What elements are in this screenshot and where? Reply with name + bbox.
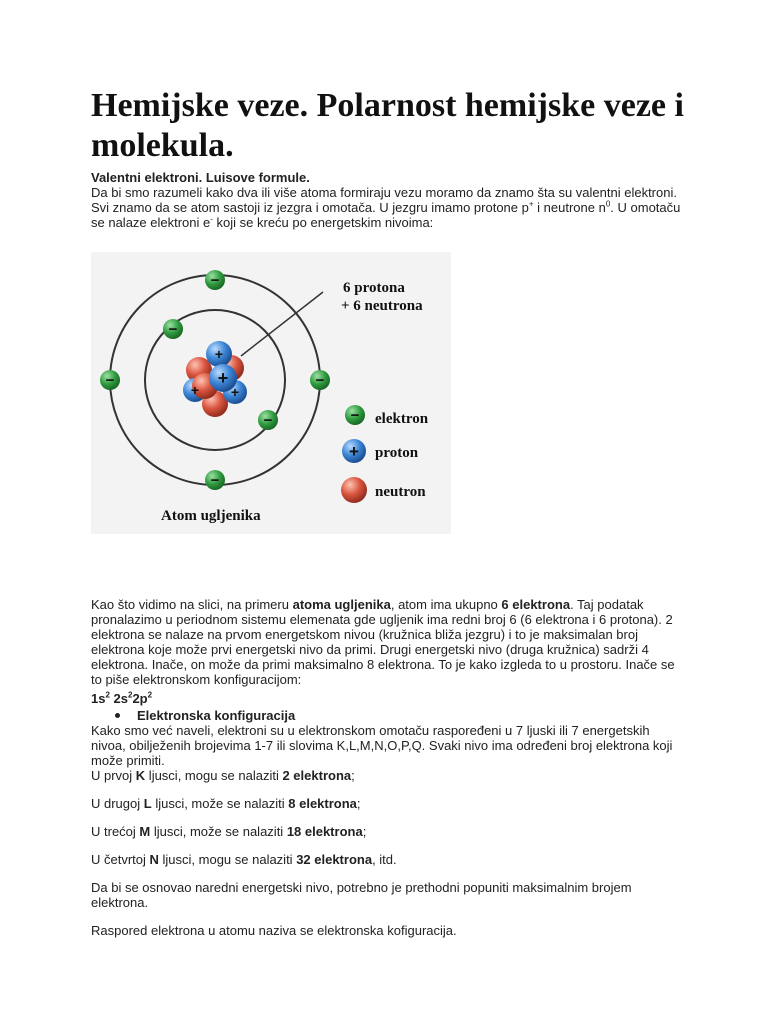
atom-figure [91,252,451,534]
config-line-1: Kako smo već naveli, elektroni su u elektronskom omotaču raspoređeni u 7 ljuski ili 7 energetskih [91,723,650,738]
spacer [91,811,691,824]
text-span: ; [356,796,361,811]
next-level-line-2: elektrona. [91,895,149,910]
plus-sign: + [349,442,359,461]
text-span: se nalaze elektroni e [91,215,211,230]
minus-sign: − [315,372,325,389]
text-span: 2s [109,691,128,706]
atom-diagram [91,252,451,534]
spacer [91,839,691,852]
electron [310,370,330,390]
text-span: ; [362,824,367,839]
bold-text: M [139,824,151,839]
minus-sign: − [210,472,220,489]
electron [205,470,225,490]
bullet-dot-icon [115,713,120,718]
superscript: 0 [605,199,611,209]
configuration-section [91,691,691,938]
page-title: Hemijske veze. Polarnost hemijske veze i molekula. [91,87,684,164]
config-line-2: nivoa, obilježenih brojevima 1-7 ili slovima K,L,M,N,O,P,Q. Svaki nivo ima određeni broj elektrona koji [91,738,673,753]
legend-neutron-swatch [341,477,367,503]
legend-proton-label: proton [375,445,419,461]
shell-m [91,824,691,839]
plus-sign: + [214,346,224,362]
bold-text: 8 elektrona [288,796,357,811]
intro-section [91,170,691,230]
shell-k [91,768,691,783]
electron-formula [91,691,691,706]
electron [163,319,183,339]
bold-text: 2 elektrona [282,768,352,783]
text-span: , atom ima ukupno [390,597,502,612]
text-span: Svi znamo da se atom sastoji iz jezgra i omotača. U jezgru imamo protone p [91,200,529,215]
nucleus-label-neutrons: + 6 neutrona [341,298,423,314]
para2-line-3: elektrona se nalaze na prvom energetskom nivou (kružnica bliža jezgru) i to je maksimalan broj [91,627,638,642]
minus-sign: − [263,412,273,429]
bold-text: atoma ugljenika [292,597,391,612]
electron [205,270,225,290]
text-span: koji se kreću po energetskim nivoima: [212,215,434,230]
text-span: ljusci, mogu se nalaziti [158,852,297,867]
para2-line-5: elektrona. Inače, on može da primi maksimalno 8 elektrona. To je kako izgleda to u prostoru. Inače se [91,657,675,672]
shell-l [91,796,691,811]
text-span: ljusci, može se nalaziti [150,824,287,839]
text-span: ljusci, može se nalaziti [151,796,289,811]
text-span: ljusci, mogu se nalaziti [145,768,283,783]
superscript: 2 [128,690,133,700]
text-span: . Taj podatak [570,597,644,612]
superscript: 2 [147,690,153,700]
minus-sign: − [105,372,115,389]
nucleus-pointer-line [241,292,323,356]
text-span: 2p [132,691,148,706]
superscript: - [210,214,213,224]
intro-line-1: Da bi smo razumeli kako dva ili više atoma formiraju vezu moramo da znamo šta su valentni elektroni. [91,185,677,200]
text-span: , itd. [372,852,397,867]
superscript: + [528,199,534,209]
config-line-3: može primiti. [91,753,165,768]
text-span: i neutrone n [533,200,606,215]
bold-text: L [143,796,152,811]
superscript: 2 [105,690,110,700]
minus-sign: − [168,321,178,338]
minus-sign: − [350,407,360,424]
bold-text: 32 elektrona [296,852,373,867]
plus-sign: + [190,382,200,398]
text-span: ; [351,768,355,783]
bold-text: N [149,852,159,867]
text-span: U četvrtoj [91,852,150,867]
legend-electron-label: elektron [375,411,429,427]
bullet-label: Elektronska konfiguracija [137,708,296,723]
plus-sign: + [230,384,240,400]
figure-caption: Atom ugljenika [161,508,261,524]
plus-sign: + [217,368,229,388]
legend [341,405,429,503]
nucleus [183,341,247,417]
spacer [91,783,691,796]
para2-line-4: elektrona koje može prvi energetski nivo da primi. Drugi energetski nivo (druga kružnica) sadrži 4 [91,642,649,657]
minus-sign: − [210,272,220,289]
bold-text: 6 elektrona [501,597,571,612]
legend-neutron-label: neutron [375,484,426,500]
spacer [91,910,691,923]
intro-heading: Valentni elektroni. Luisove formule. [91,170,310,185]
electron [100,370,120,390]
para2-line-1 [91,597,691,612]
para2-line-6: to piše elektronskom konfiguracijom: [91,672,302,687]
next-level-line-1: Da bi se osnovao naredni energetski nivo, potrebno je prethodni popuniti maksimalnim brojem [91,880,632,895]
bullet-item [115,708,691,723]
text-span: 1s [91,691,106,706]
text-span: U trećoj [91,824,140,839]
para2-line-2: pronalazimo u periodnom sistemu elemenata gde ugljenik ima redni broj 6 (6 elektrona i 6 protona). 2 [91,612,673,627]
text-span: U drugoj [91,796,144,811]
electron [258,410,278,430]
bold-text: K [135,768,146,783]
text-span: . U omotaču [610,200,681,215]
intro-line-2 [91,200,691,215]
final-sentence: Raspored elektrona u atomu naziva se elektronska kofiguracija. [91,923,457,938]
shell-n [91,852,691,867]
nucleus-label-protons: 6 protona [343,280,405,296]
spacer [91,867,691,880]
text-span: U prvoj [91,768,136,783]
bold-text: 18 elektrona [286,824,363,839]
text-span: Kao što vidimo na slici, na primeru [91,597,293,612]
intro-line-3 [91,215,691,230]
carbon-explanation [91,597,691,687]
